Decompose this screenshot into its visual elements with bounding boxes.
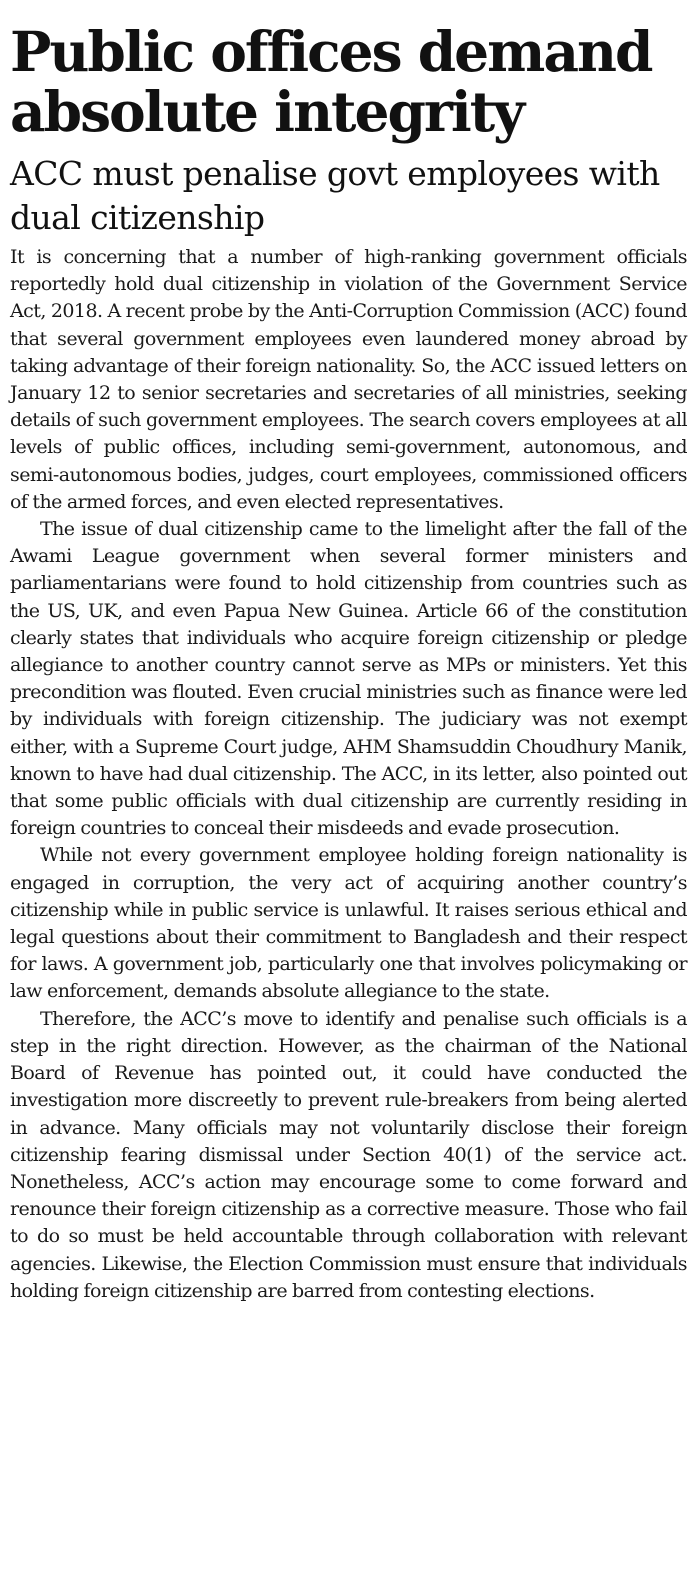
paragraph-2: The issue of dual citizenship came to the limelight after the fall of the Awami League government when several former ministers and parliamentarians were found to hold citizenship from countries such as the US, UK, and even Papua New Guinea. Article 66 of the constitution clearly states that individuals who acquire foreign citizenship or pledge allegiance to another country cannot serve as MPs or ministers. Yet this precondition was flouted. Even crucial ministries such as finance were led by individuals with foreign citizenship. The judiciary was not exempt either, with a Supreme Court judge, AHM Shamsuddin Choudhury Manik, known to have had dual citizenship. The ACC, in its letter, also pointed out that some public officials with dual citizenship are currently residing in foreign countries to conceal their misdeeds and evade prosecution. — [10, 518, 687, 840]
subheadline: ACC must penalise govt employees with dual citizenship — [10, 154, 660, 237]
paragraph-3: While not every government employee holding foreign nationality is engaged in corruption, the very act of acquiring another country’s citizenship while in public service is unlawful. It raises serious ethical and legal questions about their commitment to Bangladesh and their respect for laws. A government job, particularly one that involves policymaking or law enforcement, demands absolute allegiance to the state. — [10, 844, 687, 1003]
article-body — [10, 244, 687, 1305]
paragraph-1: It is concerning that a number of high-ranking government officials reportedly hold dual citizenship in violation of the Government Service Act, 2018. A recent probe by the Anti-Corruption Commission (ACC) found that several government employees even laundered money abroad by taking advantage of their foreign nationality. So, the ACC issued letters on January 12 to senior secretaries and secretaries of all ministries, seeking details of such government employees. The search covers employees at all levels of public offices, including semi-government, autonomous, and semi-autonomous bodies, judges, court employees, commissioned officers of the armed forces, and even elected representatives. — [10, 246, 687, 513]
paragraph-4: Therefore, the ACC’s move to identify and penalise such officials is a step in the right direction. However, as the chairman of the National Board of Revenue has pointed out, it could have conducted the investigation more discreetly to prevent rule-breakers from being alerted in advance. Many officials may not voluntarily disclose their foreign citizenship fearing dismissal under Section 40(1) of the service act. Nonetheless, ACC’s action may encourage some to come forward and renounce their foreign citizenship as a corrective measure. Those who fail to do so must be held accountable through collaboration with relevant agencies. Likewise, the Election Commission must ensure that individuals holding foreign citizenship are barred from contesting elections. — [10, 1007, 687, 1302]
editorial-article — [10, 0, 687, 1305]
headline: Public offices demand absolute integrity — [10, 19, 652, 144]
